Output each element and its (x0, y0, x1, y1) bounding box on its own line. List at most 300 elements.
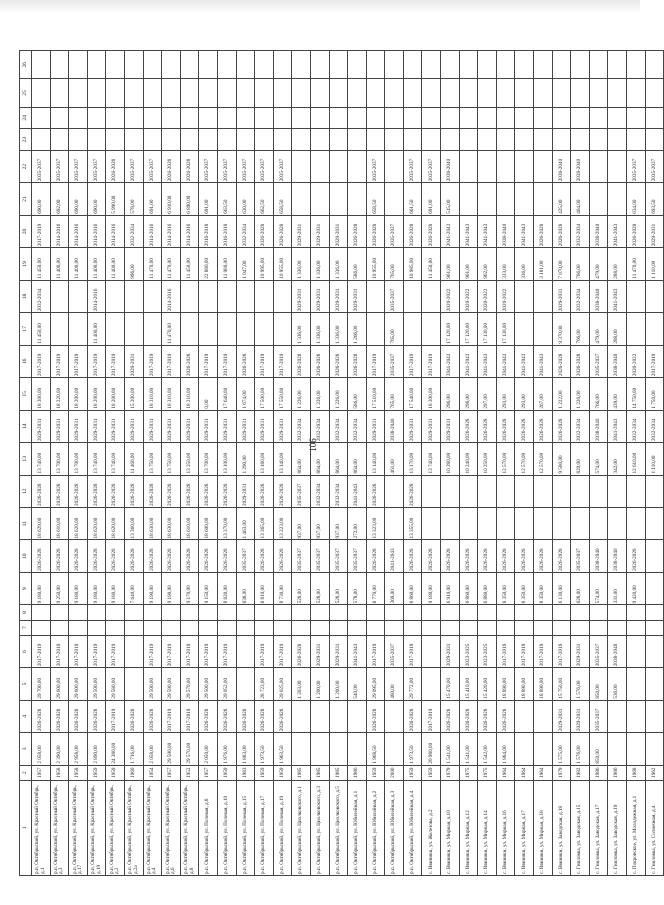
value-cell: 29 500,00 (143, 668, 162, 700)
value-cell: 658,50 (273, 183, 292, 215)
value-cell: 2026-2028 (199, 700, 218, 732)
value-cell: 2029-2031 (124, 410, 143, 442)
value-cell (255, 280, 274, 312)
value-cell: 2032-2034 (292, 410, 311, 442)
value-cell (589, 475, 608, 507)
value-cell: 658,50 (366, 183, 385, 215)
value-cell (608, 620, 627, 635)
value-cell (255, 129, 274, 151)
value-cell: 8 770,00 (366, 572, 385, 604)
value-cell (69, 280, 88, 312)
value-cell: 13 365,00 (255, 507, 274, 539)
value-cell: 2035-2037 (292, 540, 311, 572)
value-cell (645, 313, 664, 345)
value-cell: 2026-2028 (422, 215, 441, 247)
value-cell: 6 860,00 (459, 572, 478, 604)
value-cell: 6 880,00 (478, 572, 497, 604)
value-cell: 2029-2031 (348, 280, 367, 312)
value-cell: 1 047,00 (236, 248, 255, 280)
value-cell: 2026-2028 (255, 540, 274, 572)
value-cell (69, 620, 88, 635)
value-cell (403, 129, 422, 151)
value-cell: 850,00 (589, 733, 608, 765)
value-cell: 2026-2028 (143, 475, 162, 507)
value-cell: 2035-2037 (292, 475, 311, 507)
value-cell: 2026-2028 (255, 215, 274, 247)
value-cell: 2014-2016 (69, 215, 88, 247)
year-cell: 1964 (515, 765, 534, 780)
value-cell: 1 290,00 (236, 443, 255, 475)
value-cell: 2026-2028 (348, 345, 367, 377)
value-cell (106, 51, 125, 79)
value-cell: 2029-2031 (329, 280, 348, 312)
address-cell: р.п. Октябрьский, ул. Красный Октябрь, д.2 (106, 780, 125, 875)
value-cell: 2038-2040 (589, 410, 608, 442)
value-cell: 2035-2037 (422, 150, 441, 182)
value-cell (645, 733, 664, 765)
value-cell (552, 129, 571, 151)
value-cell: 2035-2037 (366, 150, 385, 182)
value-cell (106, 605, 125, 620)
value-cell: 1 883,00 (236, 733, 255, 765)
value-cell: 2026-2028 (124, 700, 143, 732)
value-cell: 2026-2028 (571, 345, 590, 377)
value-cell (273, 129, 292, 151)
value-cell: 10 955,00 (366, 248, 385, 280)
value-cell: 2026-2028 (403, 700, 422, 732)
value-cell (422, 129, 441, 151)
value-cell: 11 470,00 (162, 313, 181, 345)
value-cell: 996,00 (124, 248, 143, 280)
value-cell: 2029-2031 (87, 410, 106, 442)
value-cell: 2041-2043 (608, 410, 627, 442)
year-cell: 1958 (69, 765, 88, 780)
value-cell (292, 79, 311, 107)
value-cell (515, 700, 534, 732)
value-cell: 528,00 (292, 572, 311, 604)
value-cell (236, 107, 255, 129)
value-cell: 2014-2016 (87, 280, 106, 312)
value-cell: 12 610,00 (627, 443, 646, 475)
value-cell: 479,00 (589, 313, 608, 345)
value-cell: 2026-2028 (552, 540, 571, 572)
year-cell: 1985 (329, 765, 348, 780)
value-cell (515, 129, 534, 151)
value-cell: 2029-2031 (441, 635, 460, 667)
value-cell (217, 51, 236, 79)
value-cell (329, 150, 348, 182)
value-cell: 2017-2019 (69, 345, 88, 377)
value-cell (124, 668, 143, 700)
value-cell (50, 313, 69, 345)
value-cell: 1 226,00 (329, 378, 348, 410)
table-row (273, 51, 292, 876)
column-header: 7 (20, 620, 32, 635)
value-cell: 2041-2043 (515, 215, 534, 247)
address-cell: р.п. Октябрьский, ул. Юбилейная, д.2 (366, 780, 385, 875)
value-cell: 2038-2040 (571, 150, 590, 182)
value-cell (515, 150, 534, 182)
value-cell (534, 733, 553, 765)
value-cell: 11 470,00 (143, 248, 162, 280)
value-cell (273, 107, 292, 129)
value-cell: 29 772,00 (403, 668, 422, 700)
value-cell: 29 600,00 (50, 668, 69, 700)
value-cell: 9 170,00 (180, 572, 199, 604)
value-cell: 1 203,00 (292, 668, 311, 700)
value-cell: 961,00 (441, 248, 460, 280)
value-cell (162, 605, 181, 620)
year-cell: 1979 (552, 765, 571, 780)
value-cell: 18 210,00 (180, 378, 199, 410)
value-cell (627, 507, 646, 539)
value-cell: 2029-2031 (50, 410, 69, 442)
value-cell (255, 51, 274, 79)
value-cell: 3 181,00 (534, 248, 553, 280)
value-cell: 293,00 (496, 378, 515, 410)
value-cell: 17 120,00 (441, 313, 460, 345)
value-cell (552, 79, 571, 107)
value-cell: 2017-2019 (106, 345, 125, 377)
value-cell (627, 605, 646, 620)
column-header: 14 (20, 410, 32, 442)
value-cell (366, 313, 385, 345)
value-cell (422, 620, 441, 635)
year-cell: 2000 (385, 765, 404, 780)
value-cell: 937,00 (292, 507, 311, 539)
value-cell: 1 226,00 (310, 378, 329, 410)
value-cell: 2026-2028 (329, 345, 348, 377)
value-cell: 2017-2019 (199, 635, 218, 667)
value-cell: 2026-2028 (459, 540, 478, 572)
value-cell: 2041-2043 (478, 215, 497, 247)
value-cell: 2017-2019 (403, 635, 422, 667)
value-cell: 29 580,00 (106, 668, 125, 700)
value-cell: 2029-2031 (124, 345, 143, 377)
value-cell (292, 51, 311, 79)
value-cell (515, 475, 534, 507)
address-cell: с. Гниловка, ул. Заводская, д.17 (589, 780, 608, 875)
value-cell: 15 420,00 (478, 668, 497, 700)
value-cell: 15 750,00 (552, 668, 571, 700)
value-cell (422, 668, 441, 700)
value-cell: 2026-2028 (366, 475, 385, 507)
value-cell: 9 180,00 (106, 572, 125, 604)
value-cell (236, 280, 255, 312)
value-cell: 331,00 (608, 572, 627, 604)
value-cell (403, 313, 422, 345)
value-cell: 663,50 (217, 183, 236, 215)
value-cell: 2014-2016 (162, 280, 181, 312)
value-cell (236, 313, 255, 345)
value-cell: 1 336,00 (310, 313, 329, 345)
value-cell: 2029-2031 (441, 410, 460, 442)
value-cell (143, 107, 162, 129)
value-cell (589, 51, 608, 79)
value-cell: 2026-2028 (69, 700, 88, 732)
value-cell (217, 129, 236, 151)
value-cell: 2026-2028 (236, 700, 255, 732)
column-header: 24 (20, 107, 32, 129)
value-cell: 13 700,00 (199, 443, 218, 475)
value-cell (236, 51, 255, 79)
value-cell: 2029-2031 (366, 410, 385, 442)
address-cell: р.п. Октябрьский, ул. Полевая, д.17 (255, 780, 274, 875)
table-row (87, 51, 106, 876)
value-cell (534, 313, 553, 345)
value-cell: 2038-2040 (608, 540, 627, 572)
value-cell (273, 605, 292, 620)
value-cell: 2029-2031 (143, 410, 162, 442)
value-cell (627, 620, 646, 635)
year-cell: 1957 (199, 765, 218, 780)
table-row (385, 51, 404, 876)
value-cell (571, 475, 590, 507)
value-cell: 13 740,00 (106, 443, 125, 475)
value-cell (459, 507, 478, 539)
column-header: 23 (20, 129, 32, 151)
value-cell: 2023-2025 (459, 635, 478, 667)
value-cell: 2026-2028 (255, 475, 274, 507)
value-cell: 2041-2043 (496, 345, 515, 377)
value-cell: 2035-2037 (87, 150, 106, 182)
value-cell (515, 733, 534, 765)
value-cell (534, 79, 553, 107)
value-cell: 8 350,00 (496, 572, 515, 604)
value-cell (199, 280, 218, 312)
year-cell: 1960 (124, 765, 143, 780)
value-cell: 2032-2034 (310, 475, 329, 507)
value-cell: 536,00 (608, 668, 627, 700)
address-cell: с. Ввиники, ул. Мирная, д.16 (496, 780, 515, 875)
value-cell: 1 542,00 (478, 733, 497, 765)
value-cell: 17 540,00 (403, 378, 422, 410)
value-cell: 765,00 (385, 313, 404, 345)
value-cell: 18 200,00 (106, 378, 125, 410)
value-cell: 8 860,00 (403, 572, 422, 604)
value-cell: 2026-2028 (273, 475, 292, 507)
value-cell: 2038-2040 (385, 410, 404, 442)
value-cell: 11 450,00 (32, 248, 51, 280)
value-cell (236, 668, 255, 700)
value-cell (348, 183, 367, 215)
year-cell: 1964 (496, 765, 515, 780)
value-cell: 820,00 (571, 443, 590, 475)
value-cell: 2038-2040 (441, 150, 460, 182)
value-cell (627, 313, 646, 345)
value-cell (348, 733, 367, 765)
value-cell: 864,00 (310, 443, 329, 475)
value-cell (478, 79, 497, 107)
value-cell: 2017-2019 (515, 635, 534, 667)
value-cell (441, 507, 460, 539)
value-cell (478, 475, 497, 507)
value-cell: 765,00 (385, 248, 404, 280)
value-cell: 13 750,00 (143, 443, 162, 475)
value-cell: 2026-2028 (217, 475, 236, 507)
value-cell (310, 700, 329, 732)
value-cell (50, 51, 69, 79)
value-cell: 2026-2028 (199, 475, 218, 507)
table-row (236, 51, 255, 876)
value-cell: 29 570,00 (180, 668, 199, 700)
year-cell: 1983 (236, 765, 255, 780)
value-cell: 9 190,00 (162, 572, 181, 604)
value-cell: 2017-2019 (50, 345, 69, 377)
value-cell: 13 740,00 (422, 443, 441, 475)
value-cell: 574,00 (589, 443, 608, 475)
value-cell: 2032-2034 (571, 215, 590, 247)
value-cell (478, 51, 497, 79)
value-cell: 11 400,00 (106, 248, 125, 280)
value-cell: 15 470,00 (441, 668, 460, 700)
value-cell: 2035-2037 (217, 150, 236, 182)
value-cell (496, 107, 515, 129)
value-cell: 2026-2028 (236, 345, 255, 377)
value-cell: 2014-2016 (162, 215, 181, 247)
value-cell: 2029-2031 (292, 280, 311, 312)
value-cell (69, 313, 88, 345)
value-cell (180, 51, 199, 79)
table-row (143, 51, 162, 876)
value-cell: 2026-2028 (627, 215, 646, 247)
value-cell (589, 129, 608, 151)
value-cell: 10 240,00 (459, 443, 478, 475)
value-cell: 9 180,00 (422, 572, 441, 604)
value-cell: 690,00 (87, 183, 106, 215)
value-cell: 6 910,00 (162, 183, 181, 215)
value-cell: 13 740,00 (32, 443, 51, 475)
value-cell (236, 605, 255, 620)
value-cell: 2041-2043 (459, 215, 478, 247)
value-cell: 13 170,00 (403, 443, 422, 475)
address-cell: с. Ввиники, ул. Мирная, д.18 (534, 780, 553, 875)
value-cell: 13 323,00 (366, 507, 385, 539)
value-cell (645, 51, 664, 79)
value-cell (310, 605, 329, 620)
value-cell: 267,00 (534, 378, 553, 410)
value-cell: 2026-2028 (217, 700, 236, 732)
value-cell (329, 129, 348, 151)
value-cell: 9 580,00 (552, 443, 571, 475)
value-cell (366, 79, 385, 107)
table-row (124, 51, 143, 876)
column-header: 19 (20, 248, 32, 280)
value-cell (124, 280, 143, 312)
value-cell: 2026-2028 (217, 540, 236, 572)
value-cell: 2029-2031 (199, 410, 218, 442)
column-header: 3 (20, 733, 32, 765)
value-cell: 1 716,00 (124, 733, 143, 765)
value-cell (552, 620, 571, 635)
value-cell: 17 130,00 (496, 313, 515, 345)
value-cell: 2017-2019 (87, 635, 106, 667)
value-cell: 691,00 (199, 183, 218, 215)
value-cell (236, 620, 255, 635)
value-cell: 13 100,00 (217, 443, 236, 475)
value-cell: 11 470,00 (627, 248, 646, 280)
value-cell: 7 070,00 (552, 248, 571, 280)
address-cell: р.п. Октябрьский, ул. Красный Октябрь, д.3 (50, 780, 69, 875)
value-cell: 29 570,00 (180, 733, 199, 765)
value-cell (143, 129, 162, 151)
value-cell (162, 129, 181, 151)
value-cell (217, 107, 236, 129)
value-cell: 2026-2028 (199, 540, 218, 572)
value-cell (87, 605, 106, 620)
table-row (180, 51, 199, 876)
value-cell: 1 266,00 (348, 313, 367, 345)
value-cell: 12 570,00 (534, 443, 553, 475)
value-cell (310, 79, 329, 107)
value-cell: 2041-2043 (348, 635, 367, 667)
value-cell (124, 313, 143, 345)
value-cell: 2026-2028 (180, 475, 199, 507)
value-cell: 2026-2028 (552, 345, 571, 377)
value-cell (478, 150, 497, 182)
value-cell: 2032-2034 (329, 475, 348, 507)
value-cell: 29 025,00 (273, 668, 292, 700)
value-cell (385, 183, 404, 215)
table-row (403, 51, 422, 876)
value-cell (608, 475, 627, 507)
value-cell (459, 129, 478, 151)
value-cell: 18 200,00 (87, 378, 106, 410)
value-cell: 2026-2028 (627, 540, 646, 572)
value-cell: 11 450,00 (32, 313, 51, 345)
value-cell: 864,00 (292, 443, 311, 475)
value-cell (50, 107, 69, 129)
value-cell (645, 475, 664, 507)
value-cell (199, 313, 218, 345)
value-cell (50, 620, 69, 635)
table-row (496, 51, 515, 876)
value-cell (478, 507, 497, 539)
value-cell (32, 107, 51, 129)
value-cell: 13 700,00 (50, 443, 69, 475)
value-cell: 2035-2037 (236, 150, 255, 182)
value-cell (69, 51, 88, 79)
value-cell: 2026-2028 (496, 410, 515, 442)
value-cell: 13 370,00 (217, 507, 236, 539)
column-header: 21 (20, 183, 32, 215)
value-cell: 693,50 (645, 183, 664, 215)
value-cell: 13 355,00 (403, 507, 422, 539)
value-cell (87, 51, 106, 79)
value-cell: 838,00 (236, 572, 255, 604)
column-header: 1 (20, 780, 32, 875)
value-cell: 2 058,00 (143, 733, 162, 765)
value-cell (403, 605, 422, 620)
value-cell: 1 750,00 (645, 378, 664, 410)
value-cell: 18 630,00 (162, 507, 181, 539)
value-cell (422, 605, 441, 620)
value-cell: 2014-2016 (106, 215, 125, 247)
value-cell (571, 79, 590, 107)
value-cell (403, 280, 422, 312)
value-cell: 2026-2028 (366, 540, 385, 572)
value-cell (478, 605, 497, 620)
value-cell (69, 79, 88, 107)
value-cell: 766,00 (571, 248, 590, 280)
value-cell (366, 107, 385, 129)
value-cell: 1 575,00 (552, 733, 571, 765)
value-cell: 6 890,00 (180, 183, 199, 215)
value-cell: 479,00 (589, 248, 608, 280)
value-cell: 2026-2028 (162, 475, 181, 507)
value-cell (608, 79, 627, 107)
value-cell: 2014-2016 (50, 215, 69, 247)
